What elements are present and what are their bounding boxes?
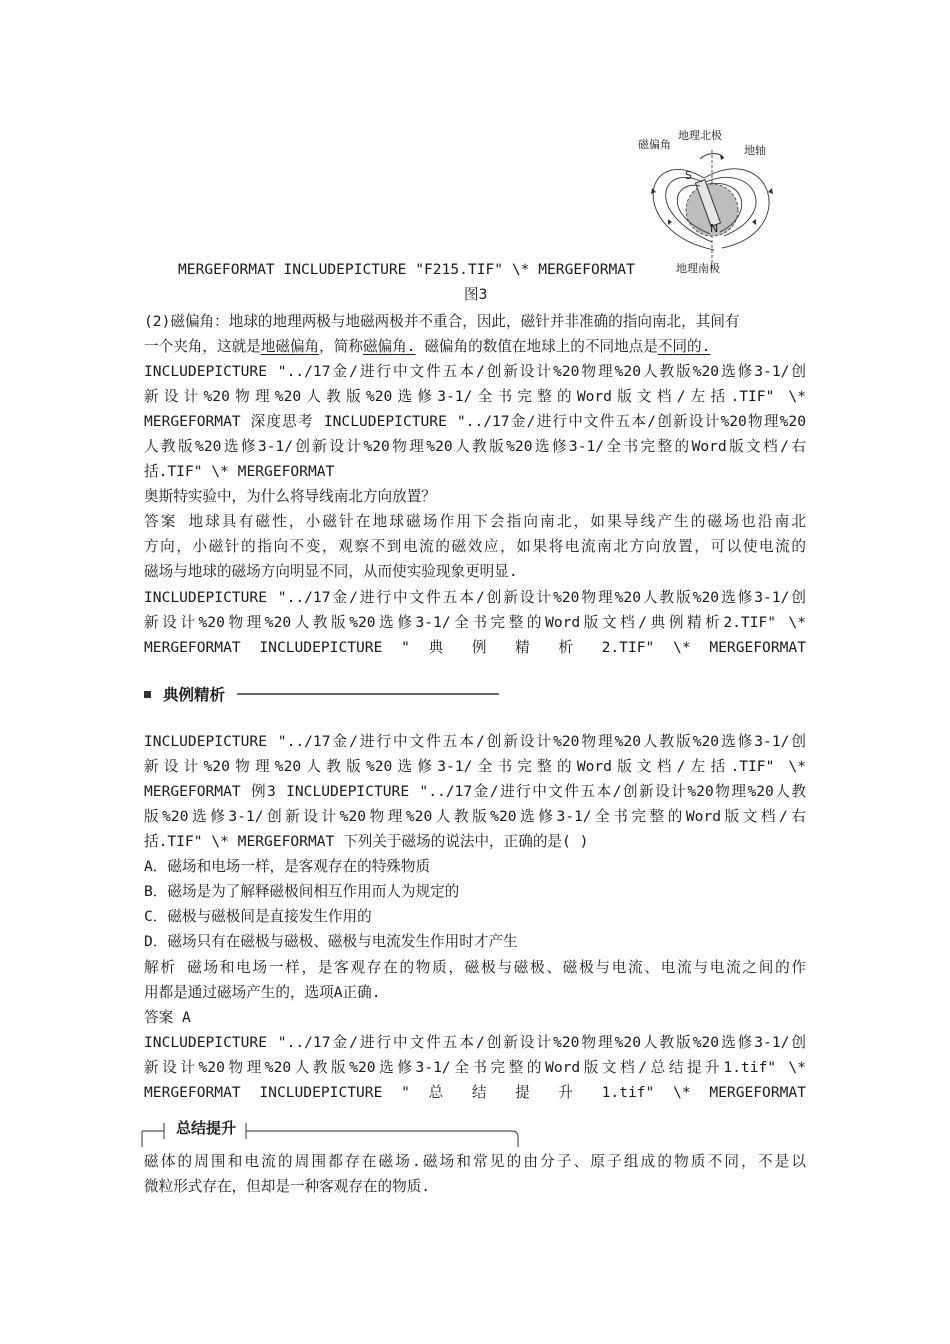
text-run: 磁偏角的数值在地球上的不同地点是 xyxy=(415,338,658,355)
think-answer-line: 磁场与地球的磁场方向明显不同，从而使实验现象更明显. xyxy=(144,563,518,580)
field-code-line: 新设计%20物理%20人教版%20选修3-1/全书完整的Word版文档/总结提升1.tif" \* xyxy=(144,1059,806,1076)
example-answer: 答案 A xyxy=(144,1009,191,1026)
field-code-line: 括.TIF" \* MERGEFORMAT xyxy=(144,463,335,480)
field-code-line: 新设计%20物理%20人教版%20选修3-1/全书完整的Word版文档/左括.TIF" \* xyxy=(144,388,806,405)
field-code-line: 新设计%20物理%20人教版%20选修3-1/全书完整的Word版文档/典例精析2.TIF" \* xyxy=(144,614,806,631)
figure-field-code: MERGEFORMAT INCLUDEPICTURE "F215.TIF" \* MERGEFORMAT xyxy=(178,261,635,278)
option-c: C．磁极与磁极间是直接发生作用的 xyxy=(144,908,372,925)
declination-paragraph-line2 xyxy=(144,337,710,357)
analysis-line: 解析 磁场和电场一样，是客观存在的物质，磁极与磁极、磁极与电流、电流与电流之间的作 xyxy=(144,959,806,976)
underlined-term: 地磁偏角 xyxy=(260,338,320,355)
think-answer-line: 答案 地球具有磁性，小磁针在地球磁场作用下会指向南北，如果导线产生的磁场也沿南北 xyxy=(144,513,806,530)
declination-label: 磁偏角 xyxy=(638,138,671,151)
field-code-line: INCLUDEPICTURE "../17金/进行中文件五本/创新设计%20物理%20人教版%20选修3-1/创 xyxy=(144,1034,806,1051)
text-run: 一个夹角，这就是 xyxy=(144,338,261,355)
option-a: A．磁场和电场一样，是客观存在的特殊物质 xyxy=(144,858,431,875)
think-question: 奥斯特实验中，为什么将导线南北方向放置？ xyxy=(144,488,436,505)
geo-south-label: 地理南极 xyxy=(676,262,720,275)
field-code-line: MERGEFORMAT INCLUDEPICTURE " 典 例 精 析 2.TIF" \* MERGEFORMAT xyxy=(144,639,806,656)
n-pole-label: N xyxy=(710,222,719,235)
summary-line: 微粒形式存在，但却是一种客观存在的物质. xyxy=(144,1178,431,1195)
option-d: D．磁场只有在磁极与磁极、磁极与电流发生作用时才产生 xyxy=(144,933,518,950)
section-heading xyxy=(144,683,499,705)
axis-label: 地轴 xyxy=(744,144,766,157)
section-title: 典例精析 xyxy=(163,686,226,704)
field-code-line: INCLUDEPICTURE "../17金/进行中文件五本/创新设计%20物理%20人教版%20选修3-1/创 xyxy=(144,589,806,606)
summary-line: 磁体的周围和电流的周围都存在磁场.磁场和常见的由分子、原子组成的物质不同，不是以 xyxy=(144,1153,806,1170)
declination-paragraph-line1: (2)磁偏角：地球的地理两极与地磁两极并不重合，因此，磁针并非准确的指向南北，其间有 xyxy=(144,313,740,330)
analysis-line: 用都是通过磁场产生的，选项A正确. xyxy=(144,984,381,1001)
field-code-line: MERGEFORMAT 例3 INCLUDEPICTURE "../17金/进行中文件五本/创新设计%20物理%20人教 xyxy=(144,783,806,800)
think-answer-line: 方向，小磁针的指向不变，观察不到电流的磁效应，如果将电流南北方向放置，可以使电流的 xyxy=(144,538,806,555)
summary-label: 总结提升 xyxy=(176,1119,237,1137)
earth-magnetic-field-figure xyxy=(632,122,792,282)
field-code-line: INCLUDEPICTURE "../17金/进行中文件五本/创新设计%20物理%20人教版%20选修3-1/创 xyxy=(144,733,806,750)
underlined-term: 不同的. xyxy=(657,338,711,355)
geo-north-label: 地理北极 xyxy=(678,129,722,142)
underlined-term: 磁偏角. xyxy=(362,338,416,355)
field-code-line: 人教版%20选修3-1/创新设计%20物理%20人教版%20选修3-1/全书完整的Word版文档/右 xyxy=(144,438,806,455)
figure-caption: 图3 xyxy=(464,286,488,303)
section-rule xyxy=(237,693,499,695)
option-b: B．磁场是为了解释磁极间相互作用而人为规定的 xyxy=(144,883,460,900)
s-pole-label: S xyxy=(685,169,692,182)
field-code-line: 新设计%20物理%20人教版%20选修3-1/全书完整的Word版文档/左括.TIF" \* xyxy=(144,758,806,775)
field-code-line: INCLUDEPICTURE "../17金/进行中文件五本/创新设计%20物理%20人教版%20选修3-1/创 xyxy=(144,363,806,380)
field-code-line: MERGEFORMAT 深度思考 INCLUDEPICTURE "../17金/进行中文件五本/创新设计%20物理%20 xyxy=(144,413,806,430)
text-run: ，简称 xyxy=(319,338,363,355)
field-code-line: MERGEFORMAT INCLUDEPICTURE " 总 结 提 升 1.tif" \* MERGEFORMAT xyxy=(144,1084,806,1101)
field-code-line: 版%20选修3-1/创新设计%20物理%20人教版%20选修3-1/全书完整的Word版文档/右 xyxy=(144,808,806,825)
square-bullet-icon xyxy=(144,691,151,698)
example-question: 括.TIF" \* MERGEFORMAT 下列关于磁场的说法中，正确的是( ) xyxy=(144,833,589,850)
